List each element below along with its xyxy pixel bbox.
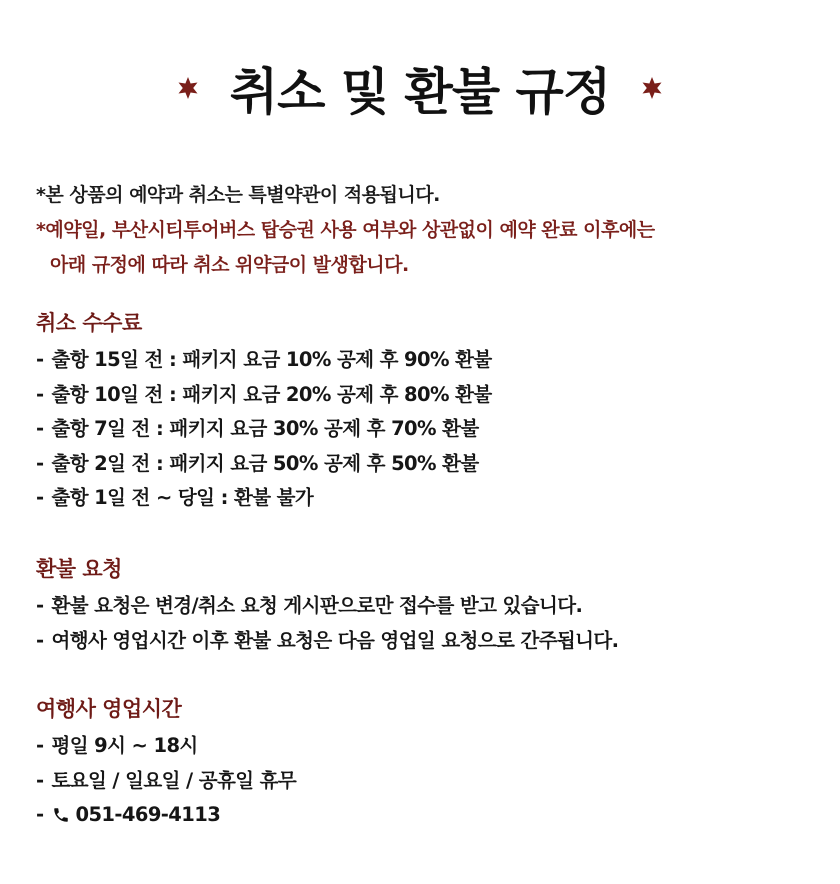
- phone-icon: [52, 806, 70, 824]
- business-hours-section: [36, 692, 816, 833]
- list-item: [36, 378, 816, 413]
- list-item: [36, 729, 816, 764]
- dash: -: [36, 382, 44, 406]
- dash: -: [36, 594, 44, 617]
- notice-line-penalty: *예약일, 부산시티투어버스 탑승권 사용 여부와 상관없이 예약 완료 이후에는: [36, 219, 655, 241]
- notice-line-penalty-cont-text: 아래 규정에 따라 취소 위약금이 발생합니다.: [50, 254, 409, 276]
- list-item: [36, 764, 816, 799]
- dash: -: [36, 734, 44, 757]
- list-item: [36, 447, 816, 482]
- phone-item: [36, 798, 816, 833]
- item-text: 토요일 / 일요일 / 공휴일 휴무: [51, 768, 297, 792]
- cancel-fee-section: [36, 306, 816, 516]
- section-title-business-hours: 여행사 영업시간: [36, 697, 182, 721]
- dash: -: [36, 628, 44, 652]
- item-text: 환불 요청은 변경/취소 요청 게시판으로만 접수를 받고 있습니다.: [51, 594, 583, 617]
- dash: -: [36, 417, 44, 440]
- item-text: 출항 15일 전 : 패키지 요금 10% 공제 후 90% 환불: [51, 348, 492, 371]
- star-icon-left: [176, 76, 200, 100]
- item-text: 출항 10일 전 : 패키지 요금 20% 공제 후 80% 환불: [51, 382, 492, 406]
- item-text: 출항 2일 전 : 패키지 요금 50% 공제 후 50% 환불: [51, 451, 479, 475]
- dash: -: [36, 348, 44, 371]
- dash: -: [36, 486, 44, 509]
- star-icon-right: [640, 76, 664, 100]
- refund-request-section: [36, 552, 816, 658]
- section-title-refund-request: 환불 요청: [36, 557, 122, 581]
- list-item: [36, 343, 816, 378]
- list-item: [36, 412, 816, 447]
- phone-number: 051-469-4113: [75, 803, 221, 826]
- list-item: [36, 481, 816, 516]
- notice-line-special-terms: *본 상품의 예약과 취소는 특별약관이 적용됩니다.: [36, 184, 440, 206]
- dash: -: [36, 451, 44, 475]
- list-item: [36, 624, 816, 659]
- dash: -: [36, 803, 44, 826]
- header: [0, 52, 840, 124]
- item-text: 여행사 영업시간 이후 환불 요청은 다음 영업일 요청으로 간주됩니다.: [51, 628, 619, 652]
- item-text: 출항 1일 전 ~ 당일 : 환불 불가: [51, 486, 314, 509]
- list-item: [36, 589, 816, 624]
- notice-line-penalty-cont: [36, 248, 816, 283]
- item-text: 출항 7일 전 : 패키지 요금 30% 공제 후 70% 환불: [51, 417, 479, 440]
- section-title-cancel-fee: 취소 수수료: [36, 311, 142, 335]
- item-text: 평일 9시 ~ 18시: [51, 734, 198, 757]
- page-title: 취소 및 환불 규정: [229, 63, 611, 121]
- dash: -: [36, 768, 44, 792]
- notice-block: [36, 178, 816, 283]
